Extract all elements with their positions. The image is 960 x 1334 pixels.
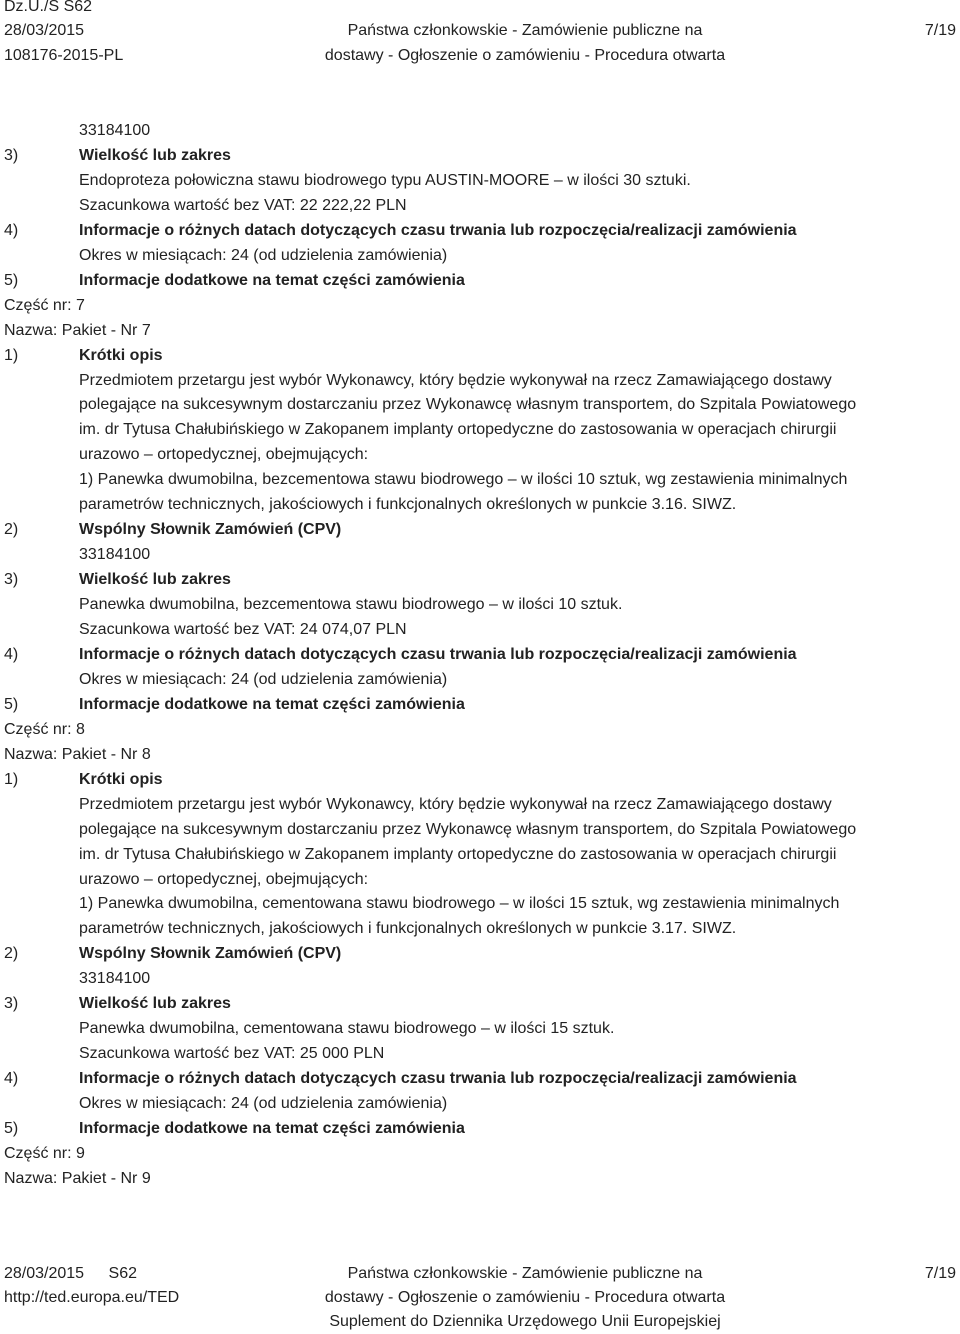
body-line: 33184100 [79,122,151,139]
part-label: Część nr: 7 [4,296,85,314]
body-line: urazowo – ortopedycznej, obejmujących: [79,446,369,464]
section-heading: Informacje dodatkowe na temat części zamówienia [79,1120,465,1137]
section-number: 3) [4,146,19,164]
section-number: 4) [4,645,19,663]
body-line: Okres w miesiącach: 24 (od udzielenia zamówienia) [79,1095,448,1113]
body-line: parametrów technicznych, jakościowych i funkcjonalnych określonych w punkcie 3.16. SIWZ. [79,496,737,514]
footer-url: http://ted.europa.eu/TED [4,1289,180,1306]
section-number: 1) [4,770,19,788]
body-line: Okres w miesiącach: 24 (od udzielenia zamówienia) [79,246,448,264]
section-number: 3) [4,571,19,589]
body-line: im. dr Tytusa Chałubińskiego w Zakopanem implanty ortopedyczne do zastosowania w operacjach chirurgii [79,421,837,439]
body-line: urazowo – ortopedycznej, obejmujących: [79,870,369,888]
section-heading: Wspólny Słownik Zamówień (CPV) [79,521,342,539]
section-heading: Informacje dodatkowe na temat części zamówienia [79,271,465,289]
section-number: 5) [4,1120,19,1137]
footer-title-line-1: Państwa członkowskie - Zamówienie publiczne na [347,1265,703,1282]
section-number: 4) [4,221,19,239]
body-line: 33184100 [79,546,151,564]
section-number: 3) [4,995,19,1013]
body-line: Okres w miesiącach: 24 (od udzielenia zamówienia) [79,670,448,688]
header-doc-ref: Dz.U./S S62 [4,0,93,15]
footer-page-number: 7/19 [924,1265,956,1282]
body-line: Szacunkowa wartość bez VAT: 22 222,22 PLN [79,196,407,214]
body-line: Szacunkowa wartość bez VAT: 25 000 PLN [79,1045,385,1063]
section-heading: Informacje o różnych datach dotyczących czasu trwania lub rozpoczęcia/realizacji zamówienia [79,645,797,663]
footer-supplement: Suplement do Dziennika Urzędowego Unii Europejskiej [329,1313,721,1330]
section-number: 5) [4,271,19,289]
section-heading: Informacje dodatkowe na temat części zamówienia [79,695,465,713]
body-line: Endoproteza połowiczna stawu biodrowego typu AUSTIN-MOORE – w ilości 30 sztuki. [79,171,691,189]
body-line: Panewka dwumobilna, bezcementowa stawu biodrowego – w ilości 10 sztuk. [79,596,623,614]
footer-date-issue: 28/03/2015 S62 [4,1265,137,1282]
body-line: parametrów technicznych, jakościowych i funkcjonalnych określonych w punkcie 3.17. SIWZ. [79,920,737,938]
body-line: Szacunkowa wartość bez VAT: 24 074,07 PLN [79,621,407,638]
header-title-line-1: Państwa członkowskie - Zamówienie publiczne na [347,22,703,39]
section-heading: Informacje o różnych datach dotyczących czasu trwania lub rozpoczęcia/realizacji zamówienia [79,1070,797,1088]
header-notice-number: 108176-2015-PL [4,47,124,64]
body-line: 1) Panewka dwumobilna, bezcementowa stawu biodrowego – w ilości 10 sztuk, wg zestawienia minimalnych [79,471,848,489]
section-heading: Wielkość lub zakres [79,571,231,589]
section-heading: Wielkość lub zakres [79,995,231,1013]
section-heading: Wspólny Słownik Zamówień (CPV) [79,945,342,963]
section-number: 4) [4,1070,19,1088]
body-line: polegające na sukcesywnym dostarczaniu przez Wykonawcę własnym transportem, do Szpitala Powiatowego [79,396,857,414]
footer-title-line-2: dostawy - Ogłoszenie o zamówieniu - Procedura otwarta [324,1289,726,1306]
body-line: 33184100 [79,970,151,988]
section-heading: Krótki opis [79,346,163,364]
section-number: 5) [4,695,19,713]
body-line: Panewka dwumobilna, cementowana stawu biodrowego – w ilości 15 sztuk. [79,1020,615,1038]
body-line: im. dr Tytusa Chałubińskiego w Zakopanem implanty ortopedyczne do zastosowania w operacjach chirurgii [79,845,837,863]
part-label: Część nr: 9 [4,1144,85,1162]
section-number: 2) [4,945,19,963]
body-line: polegające na sukcesywnym dostarczaniu przez Wykonawcę własnym transportem, do Szpitala Powiatowego [79,820,857,838]
section-number: 1) [4,346,19,364]
section-heading: Wielkość lub zakres [79,146,231,164]
part-label: Część nr: 8 [4,720,85,738]
part-label: Nazwa: Pakiet - Nr 7 [4,321,151,339]
body-line: Przedmiotem przetargu jest wybór Wykonawcy, który będzie wykonywał na rzecz Zamawiającego dostawy [79,795,832,813]
section-heading: Informacje o różnych datach dotyczących czasu trwania lub rozpoczęcia/realizacji zamówienia [79,221,797,239]
header-title-line-2: dostawy - Ogłoszenie o zamówieniu - Procedura otwarta [324,47,726,64]
body-line: 1) Panewka dwumobilna, cementowana stawu biodrowego – w ilości 15 sztuk, wg zestawienia minimalnych [79,895,840,913]
header-page-number: 7/19 [924,22,956,39]
section-heading: Krótki opis [79,770,163,788]
section-number: 2) [4,521,19,539]
part-label: Nazwa: Pakiet - Nr 8 [4,745,151,763]
part-label: Nazwa: Pakiet - Nr 9 [4,1169,151,1187]
body-line: Przedmiotem przetargu jest wybór Wykonawcy, który będzie wykonywał na rzecz Zamawiającego dostawy [79,371,832,389]
header-date: 28/03/2015 [4,22,85,39]
